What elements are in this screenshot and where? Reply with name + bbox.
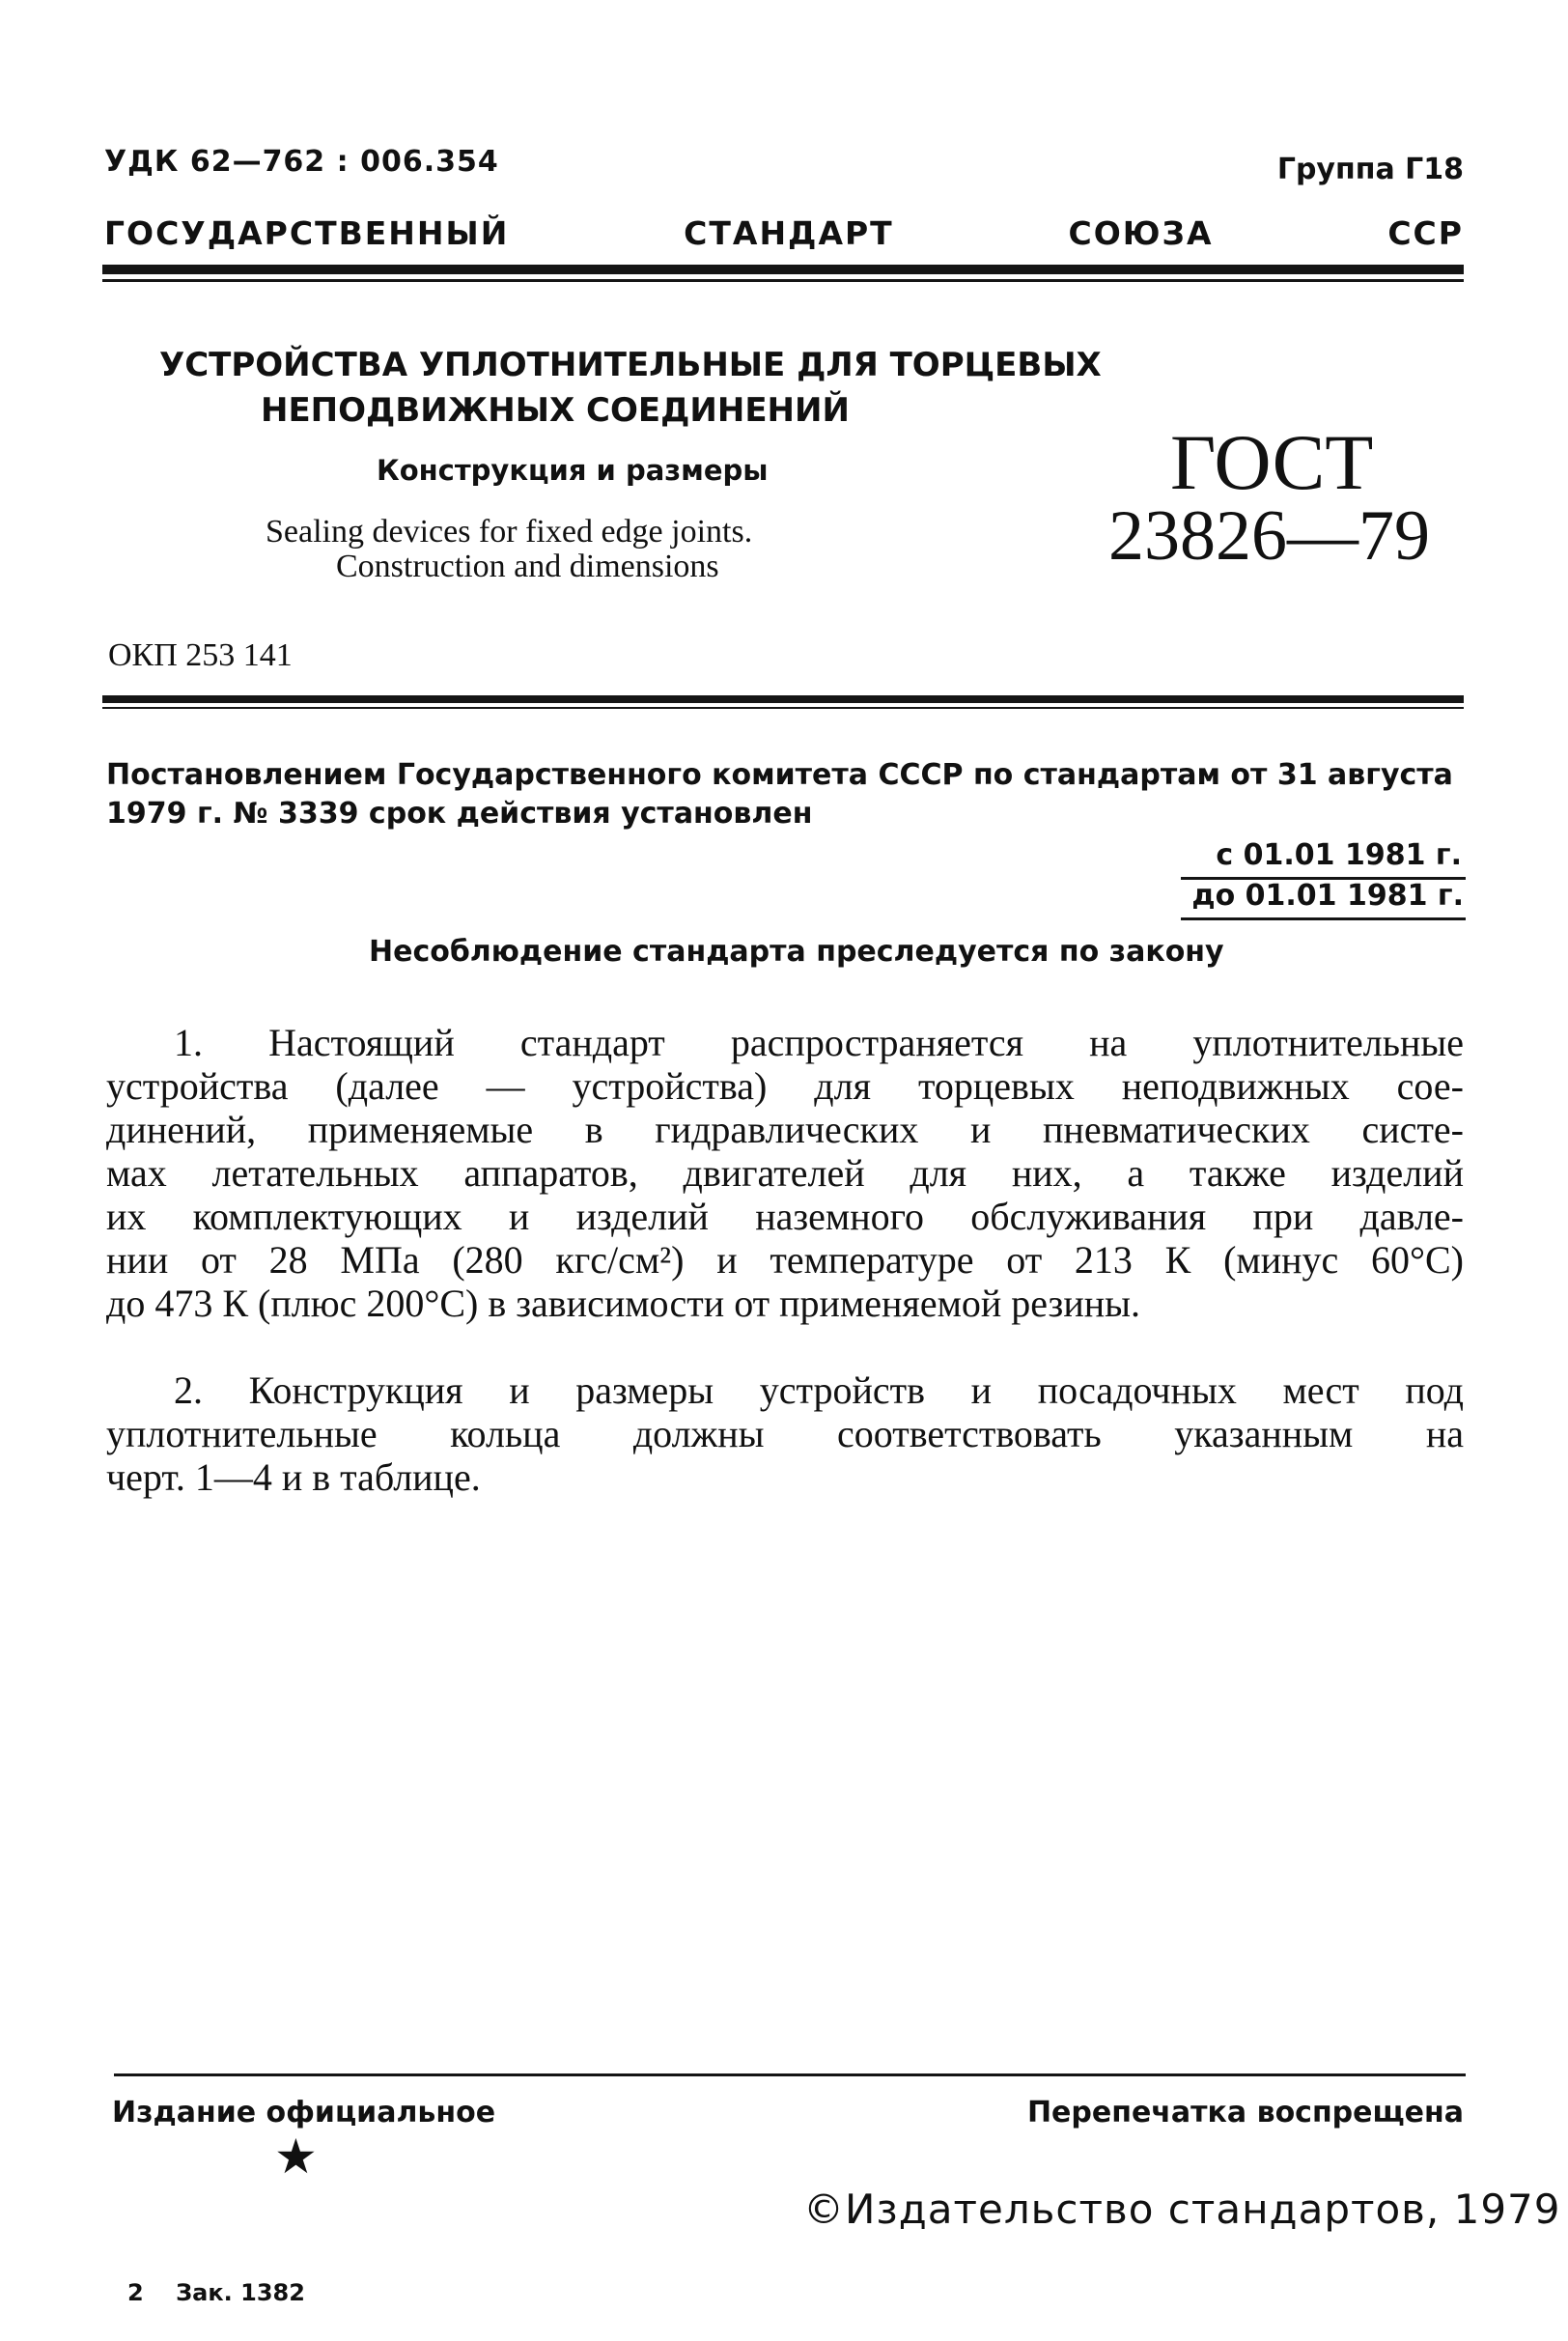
- decree-line-1: Постановлением Государственного комитета СССР по стандартам от 31 августа: [106, 758, 1453, 792]
- paragraph-2-line: 2. Конструкция и размеры устройств и посадочных мест под: [174, 1368, 1464, 1412]
- english-title-line-2: Construction and dimensions: [336, 549, 719, 584]
- paragraph-1-line: их комплектующих и изделий наземного обслуживания при давле-: [106, 1195, 1464, 1238]
- udk-code: УДК 62—762 : 006.354: [104, 145, 499, 179]
- paragraph-1-line: мах летательных аппаратов, двигателей для них, а также изделий: [106, 1151, 1464, 1195]
- order-number: 2 Зак. 1382: [127, 2279, 305, 2306]
- title-line-2: НЕПОДВИЖНЫХ СОЕДИНЕНИЙ: [261, 391, 850, 430]
- copyright-notice: ©Издательство стандартов, 1979: [803, 2186, 1561, 2233]
- middle-rule-thin: [102, 707, 1464, 709]
- paragraph-2-line: уплотнительные кольца должны соответствовать указанным на: [106, 1412, 1464, 1455]
- english-title-line-1: Sealing devices for fixed edge joints.: [266, 514, 753, 550]
- okp-code: ОКП 253 141: [108, 637, 293, 673]
- decree-line-2: 1979 г. № 3339 срок действия установлен: [106, 797, 813, 831]
- state-word: СТАНДАРТ: [684, 214, 894, 252]
- paragraph-1-line: устройства (далее — устройства) для торцевых неподвижных сое-: [106, 1064, 1464, 1108]
- subtitle: Конструкция и размеры: [377, 454, 769, 487]
- title-line-1: УСТРОЙСТВА УПЛОТНИТЕЛЬНЫЕ ДЛЯ ТОРЦЕВЫХ: [159, 346, 1102, 384]
- paragraph-1-line: до 473 К (плюс 200°С) в зависимости от применяемой резины.: [106, 1282, 1141, 1325]
- validity-from: с 01.01 1981 г.: [1216, 838, 1462, 872]
- star-icon: ★: [274, 2129, 318, 2185]
- footer-rule: [114, 2073, 1466, 2076]
- law-notice: Несоблюдение стандарта преследуется по закону: [369, 935, 1224, 969]
- paragraph-1-line: нии от 28 МПа (280 кгс/см²) и температуре от 213 К (минус 60°С): [106, 1238, 1464, 1282]
- official-edition-label: Издание официальное: [112, 2096, 496, 2129]
- state-standard-heading: [104, 214, 1464, 252]
- top-rule: [102, 265, 1464, 274]
- state-word: СОЮЗА: [1068, 214, 1214, 252]
- gost-number: 23826—79: [1108, 496, 1430, 576]
- validity-to: до 01.01 1981 г.: [1191, 879, 1464, 913]
- dates-rule-bottom: [1181, 917, 1466, 920]
- group-code: Группа Г18: [1276, 153, 1464, 186]
- paragraph-1-line: 1. Настоящий стандарт распространяется на уплотнительные: [174, 1021, 1464, 1064]
- top-rule-thin: [102, 279, 1464, 282]
- state-word: ССР: [1387, 214, 1464, 252]
- state-word: ГОСУДАРСТВЕННЫЙ: [104, 214, 510, 252]
- gost-label: ГОСТ: [1170, 418, 1374, 506]
- paragraph-1-line: динений, применяемые в гидравлических и пневматических систе-: [106, 1108, 1464, 1151]
- paragraph-2-line: черт. 1—4 и в таблице.: [106, 1455, 481, 1499]
- middle-rule: [102, 695, 1464, 703]
- reprint-prohibited-label: Перепечатка воспрещена: [1026, 2096, 1464, 2129]
